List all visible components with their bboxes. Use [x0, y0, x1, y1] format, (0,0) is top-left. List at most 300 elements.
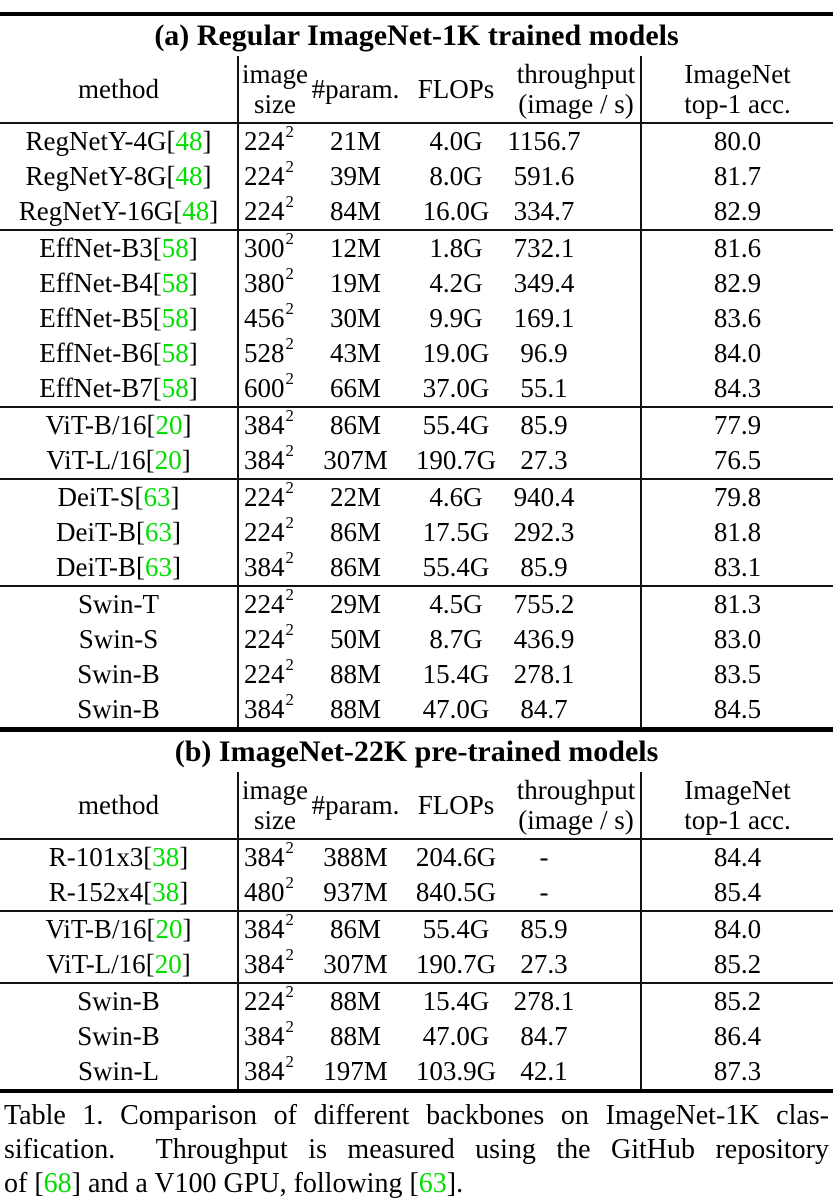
col-top1-acc-line2: top-1 acc. [684, 89, 791, 119]
method-cell [0, 657, 237, 692]
image-size-value: 384 [244, 552, 285, 582]
image-size-cell: 600 $^2$ [237, 371, 311, 406]
throughput-cell: 85.9 [520, 914, 568, 944]
flops-cell: 55.4G [422, 552, 490, 582]
flops-cell: 4.6G [429, 482, 483, 512]
method-cell [0, 692, 237, 727]
params-cell: 88M [329, 659, 381, 689]
citation-bracket-close: ] [170, 482, 180, 512]
col-flops: FLOPs [417, 73, 495, 104]
citation-number[interactable]: 63 [145, 552, 172, 582]
accuracy-cell: 76.5 [640, 443, 833, 478]
citation-bracket-close: ] [188, 268, 198, 298]
table-row [0, 229, 833, 266]
citation-bracket-close: ] [172, 517, 181, 547]
table-row [0, 982, 833, 1019]
throughput-cell: 1156.7 [507, 126, 581, 156]
accuracy-cell: 86.4 [640, 1019, 833, 1054]
throughput-cell: 169.1 [513, 303, 575, 333]
image-size-value: 380 [244, 268, 285, 298]
citation-bracket-open: [ [152, 373, 162, 403]
accuracy-cell: 83.0 [640, 622, 833, 657]
throughput-cell: 278.1 [513, 659, 575, 689]
col-method: method [78, 73, 159, 104]
image-size-cell: 384 $^2$ [237, 443, 311, 478]
image-size-value: 528 [244, 338, 285, 368]
accuracy-cell: 81.7 [640, 159, 833, 194]
citation-bracket-open: [ [134, 482, 144, 512]
image-size-cell: 224 $^2$ [237, 515, 311, 550]
params-cell: 43M [329, 338, 381, 368]
params-cell: 86M [329, 914, 381, 944]
table-row [0, 692, 833, 727]
table-row [0, 657, 833, 692]
image-size-cell: 224 $^2$ [237, 480, 311, 515]
image-size-value: 224 [244, 517, 285, 547]
method-cell [0, 622, 237, 657]
citation-bracket-open: [ [152, 233, 162, 263]
flops-cell: 55.4G [422, 410, 490, 440]
image-size-value: 224 [244, 161, 285, 191]
table-a-body [0, 124, 833, 727]
caption-text: sification. Throughput is measured using the GitHub repository [4, 1134, 829, 1165]
flops-cell: 204.6G [415, 842, 497, 872]
accuracy-cell: 82.9 [640, 266, 833, 301]
accuracy-cell: 83.6 [640, 301, 833, 336]
citation-bracket-close: ] [202, 126, 212, 156]
citation-bracket-open: [ [152, 303, 162, 333]
image-size-cell: 224 $^2$ [237, 622, 311, 657]
method-cell [0, 1019, 237, 1054]
params-cell: 39M [329, 161, 381, 191]
method-name: R-101x3 [48, 842, 144, 872]
citation-number[interactable]: 38 [152, 877, 180, 907]
col-top1-acc [640, 56, 833, 122]
table-row [0, 947, 833, 982]
citation-number[interactable]: 58 [161, 268, 189, 298]
flops-cell: 4.0G [429, 126, 483, 156]
accuracy-cell: 81.6 [640, 231, 833, 266]
method-cell [0, 550, 237, 585]
citation-number[interactable]: 20 [155, 410, 183, 440]
citation-bracket-close: ] [181, 949, 191, 979]
method-name: DeiT-B [56, 517, 136, 547]
table-row [0, 371, 833, 406]
flops-cell: 16.0G [422, 196, 490, 226]
method-name: RegNetY-4G [25, 126, 167, 156]
accuracy-cell: 87.3 [640, 1054, 833, 1089]
method-name: ViT-L/16 [46, 949, 146, 979]
image-size-cell: 224 $^2$ [237, 657, 311, 692]
method-name: EffNet-B7 [39, 373, 153, 403]
col-top1-acc-line2: top-1 acc. [684, 805, 791, 835]
citation-bracket-open: [ [152, 338, 162, 368]
flops-cell: 47.0G [422, 1021, 490, 1051]
col-params: #param. [311, 73, 400, 104]
citation-bracket-close: ] [181, 445, 191, 475]
params-cell: 88M [329, 694, 381, 724]
method-name: ViT-B/16 [45, 914, 147, 944]
image-size-value: 224 [244, 624, 285, 654]
params-cell: 88M [329, 1021, 381, 1051]
image-size-value: 384 [244, 949, 285, 979]
image-size-cell: 224 $^2$ [237, 194, 311, 229]
accuracy-cell: 83.1 [640, 550, 833, 585]
method-cell [0, 371, 237, 406]
citation-bracket-open: [ [145, 949, 155, 979]
method-name: Swin-B [77, 1021, 160, 1051]
col-method: method [78, 789, 159, 820]
flops-cell: 8.0G [429, 161, 483, 191]
method-name: EffNet-B5 [39, 303, 153, 333]
method-name: EffNet-B6 [39, 338, 153, 368]
col-throughput-line1: throughput [516, 774, 636, 805]
image-size-value: 384 [244, 914, 285, 944]
image-size-cell: 380 $^2$ [237, 266, 311, 301]
flops-cell: 37.0G [422, 373, 490, 403]
citation-bracket-open: [ [173, 196, 183, 226]
method-name: Swin-B [77, 694, 160, 724]
citation-bracket-close: ] [182, 410, 192, 440]
col-throughput [512, 56, 640, 122]
flops-cell: 4.2G [429, 268, 483, 298]
method-cell [0, 336, 237, 371]
table-row [0, 1054, 833, 1089]
params-cell: 22M [329, 482, 381, 512]
table-row [0, 159, 833, 194]
params-cell: 197M [323, 1056, 388, 1086]
caption-text: of [ [4, 1168, 44, 1199]
image-size-cell: 384 $^2$ [237, 912, 311, 947]
params-cell: 88M [329, 986, 381, 1016]
table-row [0, 910, 833, 947]
method-cell [0, 301, 237, 336]
throughput-cell: 27.3 [520, 445, 568, 475]
throughput-cell: 732.1 [513, 233, 575, 263]
citation-bracket-close: ] [188, 373, 198, 403]
params-cell: 29M [329, 589, 381, 619]
throughput-cell: - [539, 877, 549, 907]
throughput-cell: 84.7 [520, 1021, 568, 1051]
image-size-cell: 480 $^2$ [237, 875, 311, 910]
col-top1-acc [640, 772, 833, 838]
citation-number[interactable]: 48 [175, 126, 203, 156]
top-margin [0, 0, 833, 12]
params-cell: 388M [323, 842, 388, 872]
params-cell: 66M [329, 373, 381, 403]
throughput-cell: 940.4 [513, 482, 575, 512]
method-name: R-152x4 [48, 877, 144, 907]
col-image-size-line1: image [242, 58, 308, 89]
method-name: Swin-B [77, 659, 160, 689]
image-size-cell: 384 $^2$ [237, 1054, 311, 1089]
citation-number[interactable]: 58 [161, 233, 189, 263]
table-row [0, 336, 833, 371]
col-params: #param. [311, 789, 400, 820]
table-row [0, 478, 833, 515]
image-size-value: 224 [244, 589, 285, 619]
citation-number[interactable]: 58 [161, 303, 189, 333]
flops-cell: 8.7G [429, 624, 483, 654]
col-flops: FLOPs [417, 789, 495, 820]
image-size-cell: 384 $^2$ [237, 947, 311, 982]
citation-bracket-open: [ [152, 268, 162, 298]
params-cell: 30M [329, 303, 381, 333]
citation-number[interactable]: 48 [182, 196, 210, 226]
image-size-cell: 384 $^2$ [237, 1019, 311, 1054]
method-name: Swin-S [78, 624, 159, 654]
throughput-cell: 278.1 [513, 986, 575, 1016]
params-cell: 12M [329, 233, 381, 263]
col-throughput-line2: (image / s) [518, 805, 634, 835]
col-image-size-line2: size [254, 89, 296, 119]
throughput-cell: - [539, 842, 549, 872]
method-cell [0, 194, 237, 229]
image-size-cell: 384 $^2$ [237, 550, 311, 585]
citation-bracket-open: [ [146, 410, 156, 440]
citation-bracket-close: ] [188, 303, 198, 333]
params-cell: 937M [323, 877, 388, 907]
method-cell [0, 587, 237, 622]
citation-number[interactable]: 20 [154, 949, 182, 979]
params-cell: 86M [329, 517, 381, 547]
caption-citation-number[interactable]: 68 [43, 1168, 72, 1199]
throughput-cell: 436.9 [513, 624, 575, 654]
params-cell: 21M [329, 126, 381, 156]
throughput-cell: 96.9 [520, 338, 568, 368]
col-image-size-line2: size [254, 805, 296, 835]
table-b-body [0, 840, 833, 1089]
col-throughput [512, 772, 640, 838]
method-cell [0, 984, 237, 1019]
table-row [0, 1019, 833, 1054]
col-top1-acc-line1: ImageNet [684, 58, 791, 89]
accuracy-cell: 84.5 [640, 692, 833, 727]
caption-text: Table 1. Comparison of different backbones on ImageNet-1K clas- [4, 1100, 829, 1131]
accuracy-cell: 85.4 [640, 875, 833, 910]
table-row [0, 875, 833, 910]
params-cell: 307M [323, 949, 388, 979]
image-size-value: 384 [244, 694, 285, 724]
params-cell: 86M [329, 410, 381, 440]
citation-number[interactable]: 20 [155, 914, 183, 944]
throughput-cell: 27.3 [520, 949, 568, 979]
method-name: RegNetY-16G [18, 196, 174, 226]
throughput-cell: 349.4 [513, 268, 575, 298]
method-cell [0, 947, 237, 982]
table-row [0, 194, 833, 229]
citation-number[interactable]: 38 [152, 842, 180, 872]
citation-bracket-open: [ [136, 552, 145, 582]
method-cell [0, 443, 237, 478]
table-row [0, 622, 833, 657]
citation-bracket-close: ] [202, 161, 212, 191]
image-size-value: 224 [244, 482, 285, 512]
image-size-cell: 224 $^2$ [237, 984, 311, 1019]
caption-line [4, 1133, 829, 1167]
params-cell: 84M [329, 196, 381, 226]
image-size-cell: 224 $^2$ [237, 587, 311, 622]
flops-cell: 19.0G [422, 338, 490, 368]
caption-line [4, 1167, 829, 1201]
method-cell [0, 912, 237, 947]
throughput-cell: 755.2 [513, 589, 575, 619]
table-b-title: (b) ImageNet-22K pre-trained models [174, 735, 659, 768]
table-b-header [0, 772, 833, 840]
citation-bracket-open: [ [143, 877, 153, 907]
accuracy-cell: 85.2 [640, 984, 833, 1019]
table-row [0, 301, 833, 336]
image-size-value: 300 [244, 233, 285, 263]
citation-bracket-open: [ [166, 126, 176, 156]
citation-number[interactable]: 20 [154, 445, 182, 475]
table-row [0, 266, 833, 301]
citation-bracket-open: [ [166, 161, 176, 191]
throughput-cell: 84.7 [520, 694, 568, 724]
throughput-cell: 292.3 [513, 517, 575, 547]
flops-cell: 190.7G [415, 445, 497, 475]
method-cell [0, 480, 237, 515]
flops-cell: 9.9G [429, 303, 483, 333]
image-size-cell: 384 $^2$ [237, 840, 311, 875]
throughput-cell: 55.1 [520, 373, 568, 403]
method-name: DeiT-B [56, 552, 136, 582]
method-cell [0, 1054, 237, 1089]
citation-bracket-open: [ [145, 445, 155, 475]
citation-number[interactable]: 48 [175, 161, 203, 191]
accuracy-cell: 84.3 [640, 371, 833, 406]
image-size-value: 384 [244, 1056, 285, 1086]
method-cell [0, 124, 237, 159]
flops-cell: 47.0G [422, 694, 490, 724]
image-size-value: 224 [244, 196, 285, 226]
col-top1-acc-line1: ImageNet [684, 774, 791, 805]
flops-cell: 17.5G [422, 517, 490, 547]
flops-cell: 1.8G [429, 233, 483, 263]
flops-cell: 190.7G [415, 949, 497, 979]
caption-citation-number[interactable]: 63 [418, 1168, 447, 1199]
image-size-cell: 224 $^2$ [237, 124, 311, 159]
image-size-value: 384 [244, 1021, 285, 1051]
image-size-value: 384 [244, 842, 285, 872]
accuracy-cell: 82.9 [640, 194, 833, 229]
flops-cell: 840.5G [415, 877, 497, 907]
method-name: Swin-L [78, 1056, 159, 1086]
citation-bracket-close: ] [179, 842, 189, 872]
citation-bracket-close: ] [179, 877, 189, 907]
flops-cell: 15.4G [422, 659, 490, 689]
params-cell: 50M [329, 624, 381, 654]
image-size-cell: 456 $^2$ [237, 301, 311, 336]
throughput-cell: 591.6 [513, 161, 575, 191]
citation-bracket-open: [ [146, 914, 156, 944]
citation-bracket-close: ] [172, 552, 181, 582]
accuracy-cell: 81.8 [640, 515, 833, 550]
method-cell [0, 231, 237, 266]
throughput-cell: 85.9 [520, 410, 568, 440]
image-size-value: 384 [244, 410, 285, 440]
table-a-title: (a) Regular ImageNet-1K trained models [154, 19, 679, 52]
image-size-cell: 224 $^2$ [237, 159, 311, 194]
citation-number[interactable]: 63 [145, 517, 172, 547]
image-size-value: 224 [244, 986, 285, 1016]
accuracy-cell: 79.8 [640, 480, 833, 515]
accuracy-cell: 84.0 [640, 336, 833, 371]
method-cell [0, 840, 237, 875]
col-image-size [237, 772, 311, 838]
citation-bracket-close: ] [188, 233, 198, 263]
col-image-size-line1: image [242, 774, 308, 805]
col-throughput-line2: (image / s) [518, 89, 634, 119]
params-cell: 307M [323, 445, 388, 475]
method-name: ViT-L/16 [46, 445, 146, 475]
method-name: Swin-T [78, 589, 159, 619]
citation-bracket-open: [ [136, 517, 145, 547]
flops-cell: 15.4G [422, 986, 490, 1016]
citation-bracket-close: ] [188, 338, 198, 368]
citation-number[interactable]: 58 [161, 373, 189, 403]
method-cell [0, 266, 237, 301]
throughput-cell: 42.1 [520, 1056, 568, 1086]
caption-line [4, 1099, 829, 1133]
table-caption [0, 1093, 833, 1201]
accuracy-cell: 84.0 [640, 912, 833, 947]
citation-bracket-close: ] [182, 914, 192, 944]
citation-number[interactable]: 63 [143, 482, 171, 512]
accuracy-cell: 84.4 [640, 840, 833, 875]
image-size-value: 224 [244, 659, 285, 689]
image-size-cell: 384 $^2$ [237, 408, 311, 443]
params-cell: 19M [329, 268, 381, 298]
accuracy-cell: 81.3 [640, 587, 833, 622]
image-size-value: 384 [244, 445, 285, 475]
table-a-header [0, 56, 833, 124]
image-size-cell: 384 $^2$ [237, 692, 311, 727]
citation-number[interactable]: 58 [161, 338, 189, 368]
flops-cell: 55.4G [422, 914, 490, 944]
image-size-value: 480 [244, 877, 285, 907]
throughput-cell: 334.7 [513, 196, 575, 226]
citation-bracket-open: [ [143, 842, 153, 872]
citation-bracket-close: ] [209, 196, 219, 226]
table-row [0, 515, 833, 550]
throughput-cell: 85.9 [520, 552, 568, 582]
method-cell [0, 875, 237, 910]
method-name: Swin-B [77, 986, 160, 1016]
image-size-value: 456 [244, 303, 285, 333]
method-name: ViT-B/16 [45, 410, 147, 440]
method-name: RegNetY-8G [25, 161, 167, 191]
method-cell [0, 159, 237, 194]
accuracy-cell: 85.2 [640, 947, 833, 982]
method-cell [0, 408, 237, 443]
image-size-value: 224 [244, 126, 285, 156]
col-throughput-line1: throughput [516, 58, 636, 89]
accuracy-cell: 77.9 [640, 408, 833, 443]
method-cell [0, 515, 237, 550]
image-size-cell: 300 $^2$ [237, 231, 311, 266]
table-row [0, 840, 833, 875]
accuracy-cell: 83.5 [640, 657, 833, 692]
flops-cell: 103.9G [415, 1056, 497, 1086]
params-cell: 86M [329, 552, 381, 582]
caption-text: ] and a V100 GPU, following [ [71, 1168, 419, 1199]
caption-text: ]. [446, 1168, 464, 1199]
table-row [0, 443, 833, 478]
image-size-value: 600 [244, 373, 285, 403]
accuracy-cell: 80.0 [640, 124, 833, 159]
table-row [0, 124, 833, 159]
